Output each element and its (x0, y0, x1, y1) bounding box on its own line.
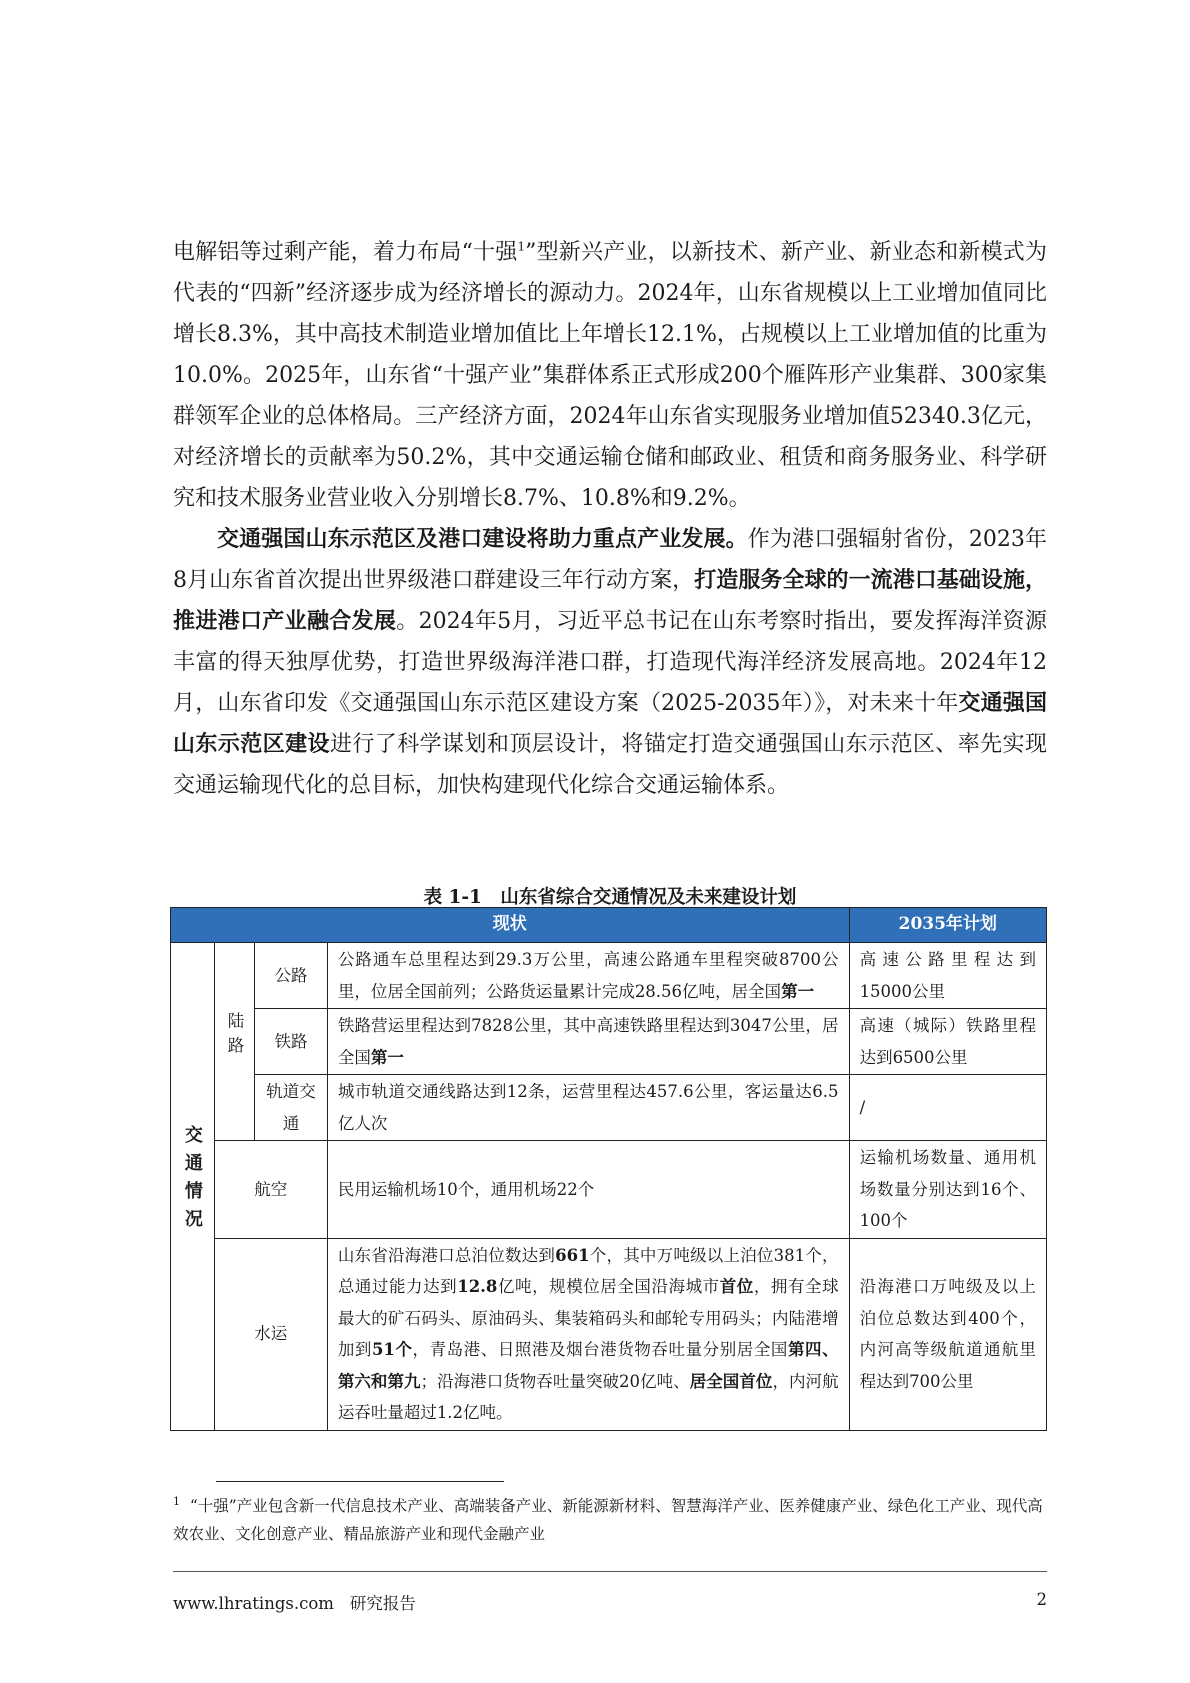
header-plan: 2035年计划 (849, 908, 1046, 943)
metro-plan: / (849, 1075, 1046, 1141)
air-label: 航空 (214, 1141, 327, 1239)
table-row (171, 1141, 1047, 1239)
body-text (173, 232, 1047, 806)
table-header-row (171, 908, 1047, 943)
rail-plan: 高速（城际）铁路里程达到6500公里 (849, 1009, 1046, 1075)
water-label: 水运 (214, 1238, 327, 1430)
table-row (171, 1238, 1047, 1430)
header-status: 现状 (171, 908, 850, 943)
footer-label: 研究报告 (349, 1594, 416, 1613)
rail-status: 铁路营运里程达到7828公里，其中高速铁路里程达到3047公里，居全国第一 (327, 1009, 849, 1075)
category-cell: 交通情况 (171, 943, 215, 1431)
land-cell: 陆路 (214, 943, 255, 1141)
water-plan: 沿海港口万吨级及以上泊位总数达到400个，内河高等级航道通航里程达到700公里 (849, 1238, 1046, 1430)
road-label: 公路 (255, 943, 328, 1009)
road-plan: 高速公路里程达到15000公里 (849, 943, 1046, 1009)
footer-divider (173, 1571, 1047, 1572)
footnote-divider (216, 1481, 504, 1482)
paragraph-transport: 交通强国山东示范区及港口建设将助力重点产业发展。作为港口强辐射省份，2023年8月山东省首次提出世界级港口群建设三年行动方案，打造服务全球的一流港口基础设施，推进港口产业融合发展。2024年5月，习近平总书记在山东考察时指出，要发挥海洋资源丰富的得天独厚优势，打造世界级海洋港口群，打造现代海洋经济发展高地。2024年12月，山东省印发《交通强国山东示范区建设方案（2025-2035年）》，对未来十年交通强国山东示范区建设进行了科学谋划和顶层设计，将锚定打造交通强国山东示范区、率先实现交通运输现代化的总目标，加快构建现代化综合交通运输体系。 (173, 526, 1047, 798)
footer-left (173, 1590, 416, 1614)
table-caption: 表 1-1 山东省综合交通情况及未来建设计划 (423, 887, 797, 908)
table-row (171, 1075, 1047, 1141)
water-status: 山东省沿海港口总泊位数达到661个，其中万吨级以上泊位381个，总通过能力达到12.8亿吨，规模位居全国沿海城市首位，拥有全球最大的矿石码头、原油码头、集装箱码头和邮轮专用码头；内陆港增加到51个，青岛港、日照港及烟台港货物吞吐量分别居全国第四、第六和第九；沿海港口货物吞吐量突破20亿吨、居全国首位，内河航运吞吐量超过1.2亿吨。 (327, 1238, 849, 1430)
page-number: 2 (1036, 1590, 1047, 1609)
air-plan: 运输机场数量、通用机场数量分别达到16个、100个 (849, 1141, 1046, 1239)
rail-label: 铁路 (255, 1009, 328, 1075)
metro-label: 轨道交通 (255, 1075, 328, 1141)
paragraph-industry: 电解铝等过剩产能，着力布局“十强$^1$”型新兴产业，以新技术、新产业、新业态和新模式为代表的“四新”经济逐步成为经济增长的源动力。2024年，山东省规模以上工业增加值同比增长8.3%，其中高技术制造业增加值比上年增长12.1%，占规模以上工业增加值的比重为10.0%。2025年，山东省“十强产业”集群体系正式形成200个雁阵形产业集群、300家集群领军企业的总体格局。三产经济方面，2024年山东省实现服务业增加值52340.3亿元，对经济增长的贡献率为50.2%，其中交通运输仓储和邮政业、租赁和商务服务业、科学研究和技术服务业营业收入分别增长8.7%、10.8%和9.2%。 (173, 239, 1048, 511)
footer-website[interactable]: www.lhratings.com (173, 1594, 334, 1613)
footnote: $^1$ “十强”产业包含新一代信息技术产业、高端装备产业、新能源新材料、智慧海洋产业、医养健康产业、绿色化工产业、现代高效农业、文化创意产业、精品旅游产业和现代金融产业 (173, 1494, 1043, 1543)
transport-table (170, 907, 1047, 1431)
footnote-ref[interactable]: 1 (517, 239, 526, 254)
air-status: 民用运输机场10个，通用机场22个 (327, 1141, 849, 1239)
metro-status: 城市轨道交通线路达到12条，运营里程达457.6公里，客运量达6.5亿人次 (327, 1075, 849, 1141)
road-status: 公路通车总里程达到29.3万公里，高速公路通车里程突破8700公里，位居全国前列；公路货运量累计完成28.56亿吨，居全国第一 (327, 943, 849, 1009)
table-row (171, 943, 1047, 1009)
table-row (171, 1009, 1047, 1075)
